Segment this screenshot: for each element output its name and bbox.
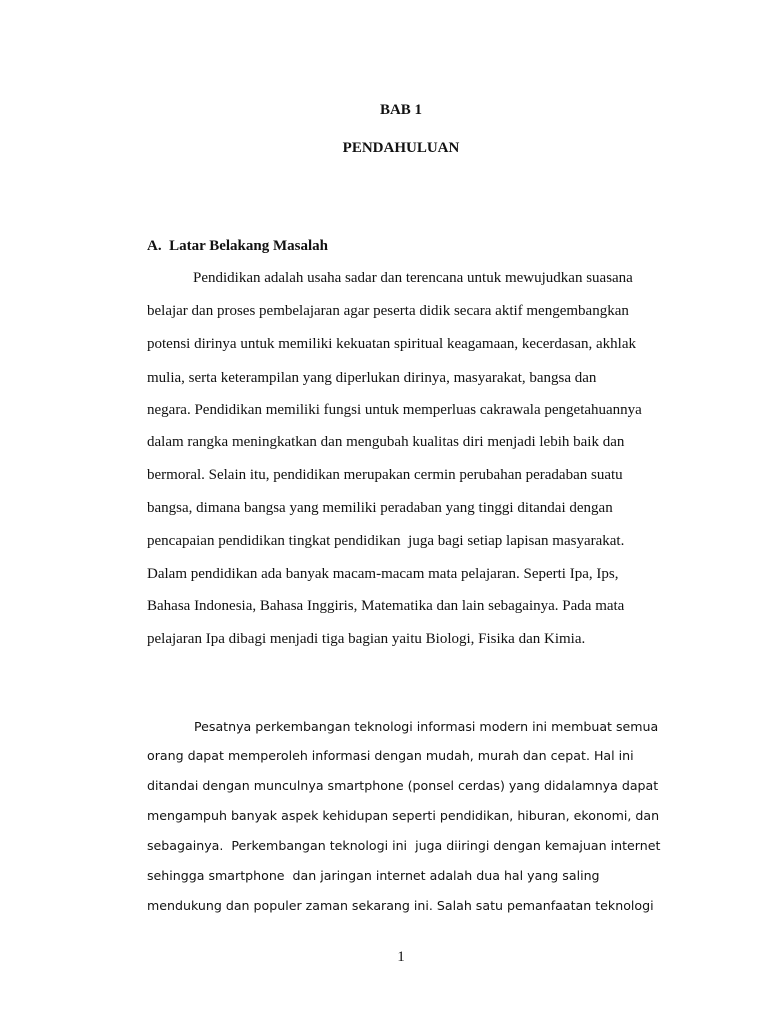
section-heading: A. Latar Belakang Masalah: [147, 238, 328, 254]
paragraph-2-line: ditandai dengan munculnya smartphone (ponsel cerdas) yang didalamnya dapat: [147, 778, 659, 793]
paragraph-1-line: Dalam pendidikan ada banyak macam-macam mata pelajaran. Seperti Ipa, Ips,: [147, 566, 619, 582]
chapter-label: BAB 1: [379, 102, 423, 118]
paragraph-1-line: bangsa, dimana bangsa yang memiliki peradaban yang tinggi ditandai dengan: [147, 500, 613, 516]
paragraph-1-line: bermoral. Selain itu, pendidikan merupakan cermin perubahan peradaban suatu: [147, 467, 623, 483]
paragraph-2-line: orang dapat memperoleh informasi dengan mudah, murah dan cepat. Hal ini: [147, 748, 634, 763]
paragraph-1-line: pelajaran Ipa dibagi menjadi tiga bagian yaitu Biologi, Fisika dan Kimia.: [147, 631, 586, 647]
paragraph-1-line: mulia, serta keterampilan yang diperlukan dirinya, masyarakat, bangsa dan: [147, 370, 597, 386]
page-number: 1: [397, 949, 405, 965]
paragraph-2-line: mendukung dan populer zaman sekarang ini. Salah satu pemanfaatan teknologi: [147, 898, 654, 913]
paragraph-1-line: potensi dirinya untuk memiliki kekuatan spiritual keagamaan, kecerdasan, akhlak: [147, 336, 637, 352]
paragraph-2-line: mengampuh banyak aspek kehidupan seperti pendidikan, hiburan, ekonomi, dan: [147, 808, 660, 823]
paragraph-1-line: belajar dan proses pembelajaran agar peserta didik secara aktif mengembangkan: [147, 303, 629, 319]
paragraph-1-line: negara. Pendidikan memiliki fungsi untuk memperluas cakrawala pengetahuannya: [147, 402, 642, 418]
paragraph-2-line: sebagainya. Perkembangan teknologi ini juga diiringi dengan kemajuan internet: [147, 838, 661, 853]
paragraph-1-line: dalam rangka meningkatkan dan mengubah kualitas diri menjadi lebih baik dan: [147, 434, 625, 450]
paragraph-1-line: pencapaian pendidikan tingkat pendidikan juga bagi setiap lapisan masyarakat.: [147, 533, 625, 549]
paragraph-2-line: sehingga smartphone dan jaringan internet adalah dua hal yang saling: [147, 868, 600, 883]
chapter-title: PENDAHULUAN: [342, 140, 460, 156]
paragraph-1-line: Pendidikan adalah usaha sadar dan terencana untuk mewujudkan suasana: [193, 270, 633, 286]
paragraph-1-line: Bahasa Indonesia, Bahasa Inggiris, Matematika dan lain sebagainya. Pada mata: [147, 598, 625, 614]
paragraph-2-line: Pesatnya perkembangan teknologi informasi modern ini membuat semua: [194, 719, 659, 734]
